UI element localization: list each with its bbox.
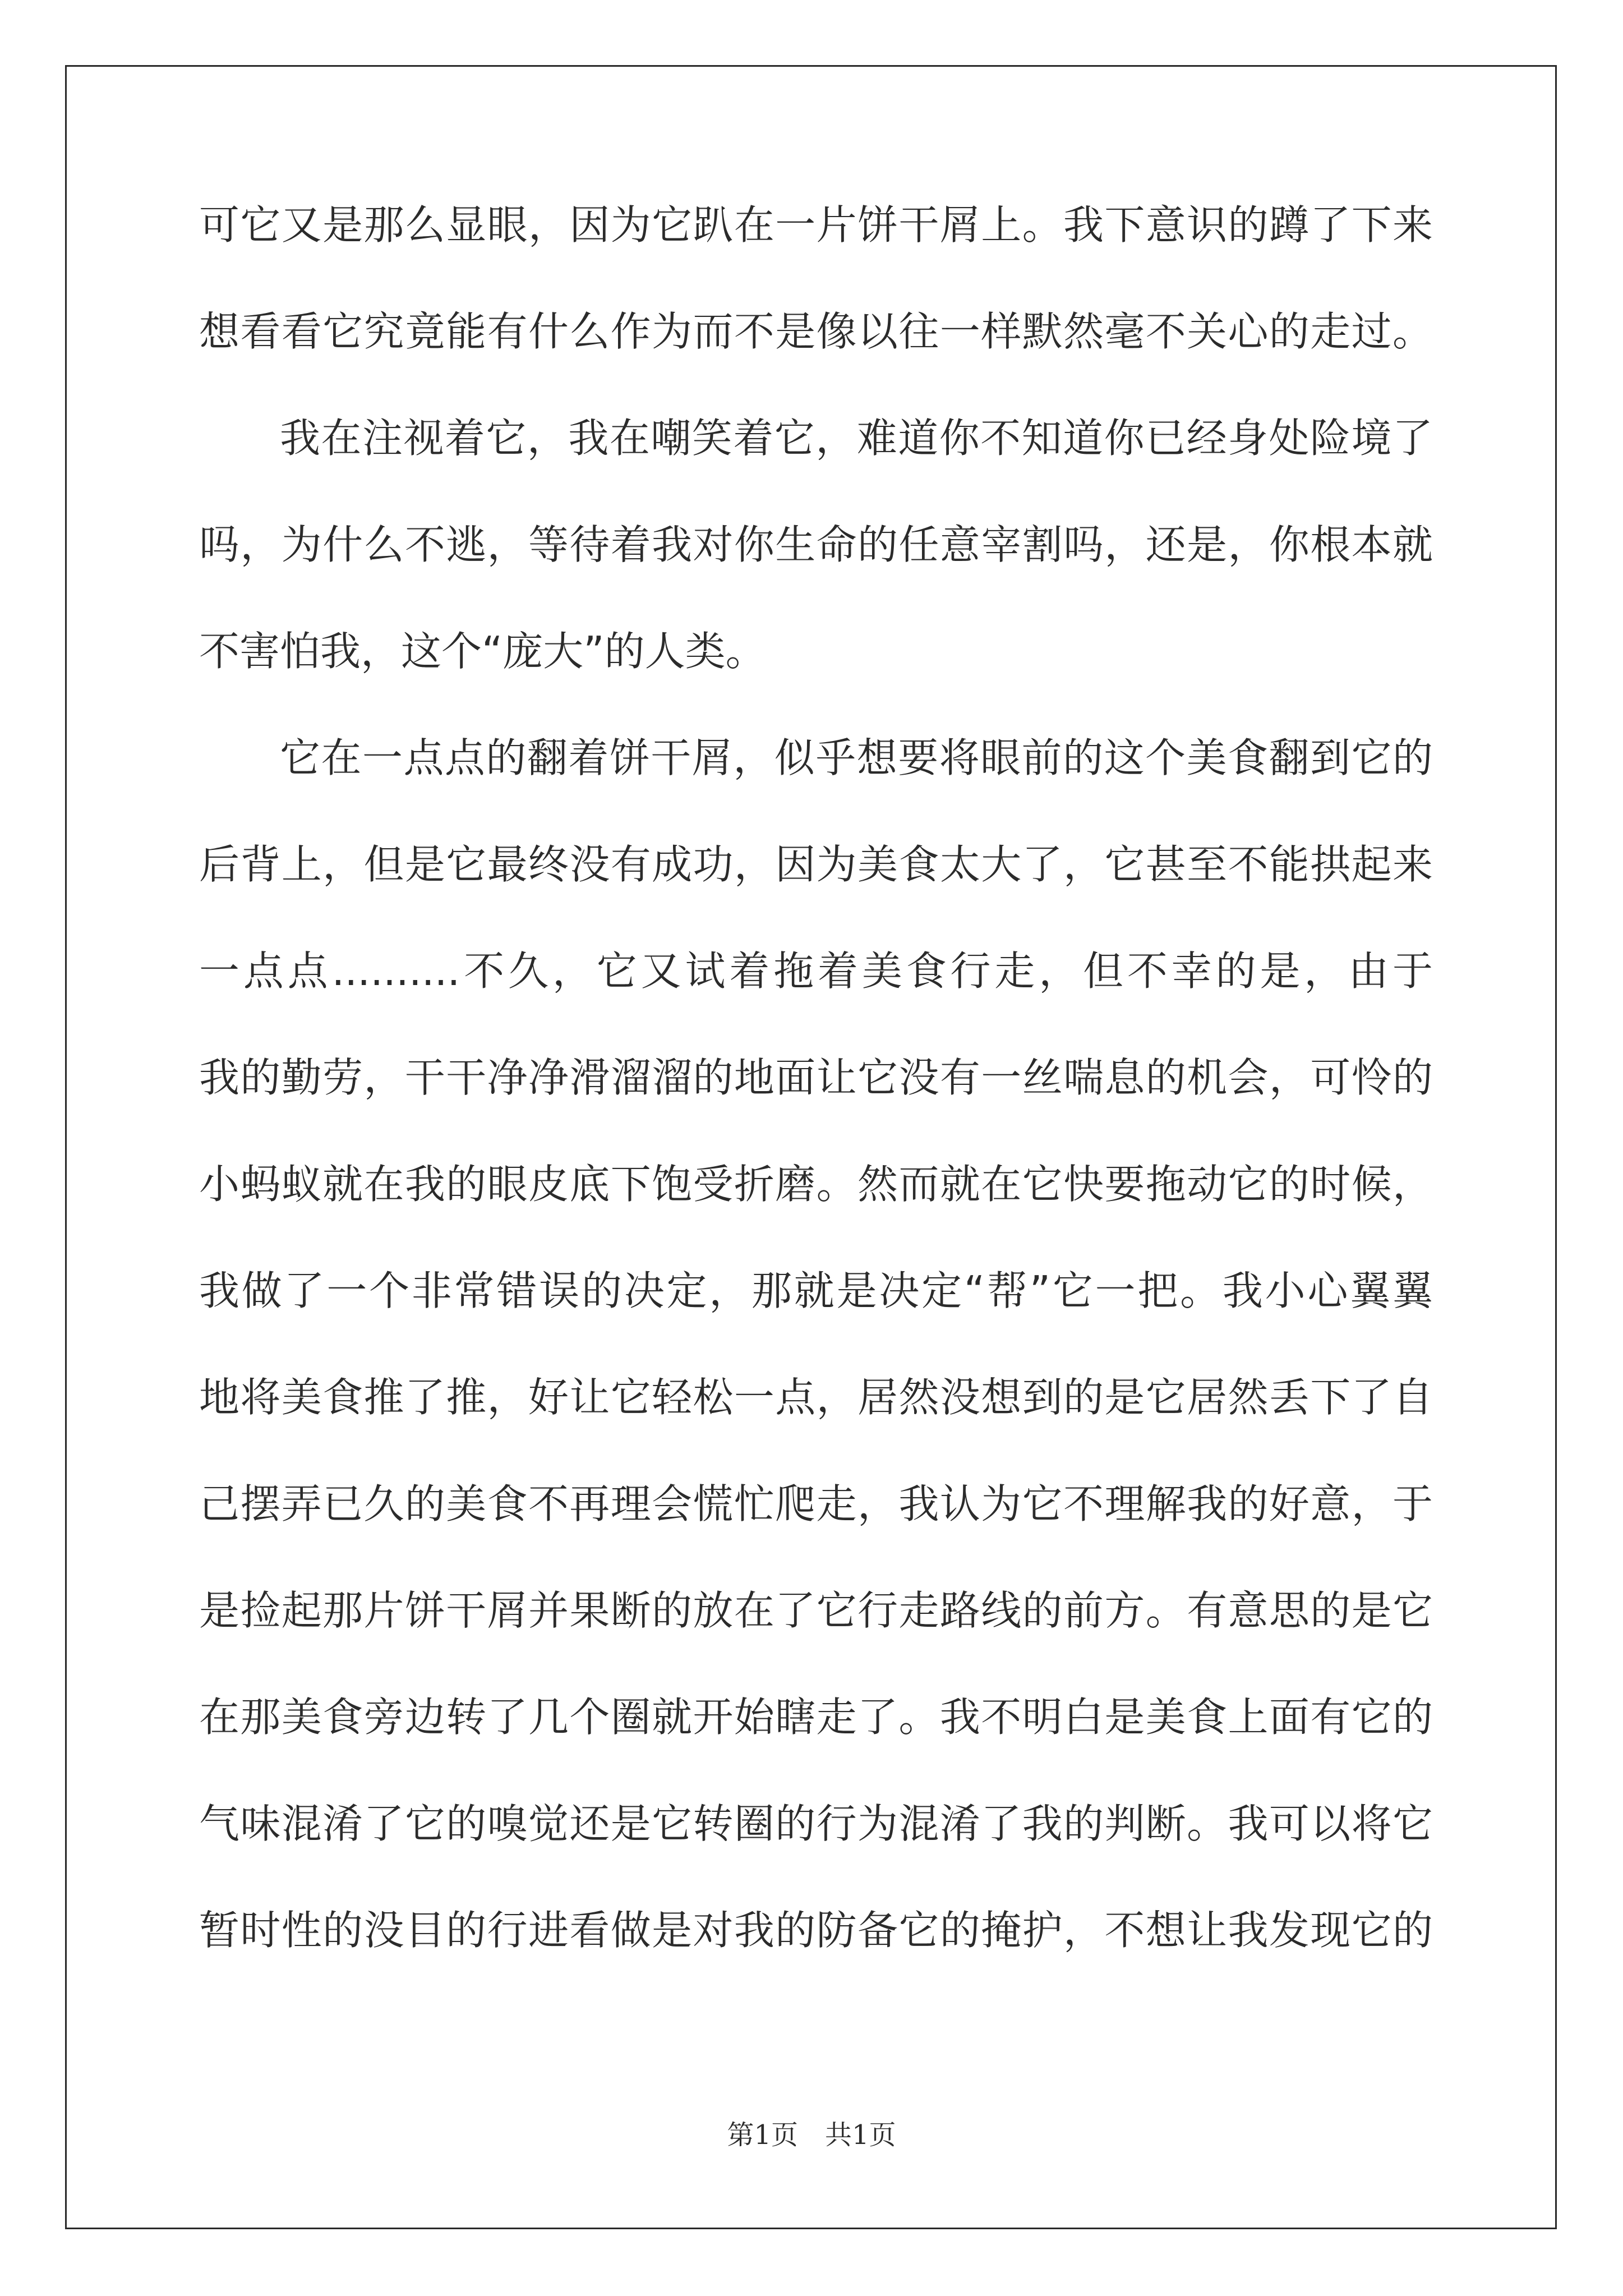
text-line-17: 暂时性的没目的行进看做是对我的防备它的掩护，不想让我发现它的: [199, 1907, 1433, 1954]
text-line-11: 我做了一个非常错误的决定，那就是决定“帮”它一把。我小心翼翼: [199, 1267, 1433, 1314]
text-line-3: 我在注视着它，我在嘲笑着它，难道你不知道你已经身处险境了: [280, 415, 1433, 462]
text-line-9: 我的勤劳，干干净净滑溜溜的地面让它没有一丝喘息的机会，可怜的: [199, 1054, 1433, 1101]
text-line-7: 后背上，但是它最终没有成功，因为美食太大了，它甚至不能拱起来: [199, 841, 1433, 888]
text-line-8: 一点点..........不久，它又试着拖着美食行走，但不幸的是，由于: [199, 947, 1433, 995]
text-line-4: 吗，为什么不逃，等待着我对你生命的任意宰割吗，还是，你根本就: [199, 521, 1433, 568]
text-line-6: 它在一点点的翻着饼干屑，似乎想要将眼前的这个美食翻到它的: [280, 734, 1433, 781]
text-line-15: 在那美食旁边转了几个圈就开始瞎走了。我不明白是美食上面有它的: [199, 1694, 1433, 1741]
text-line-12: 地将美食推了推，好让它轻松一点，居然没想到的是它居然丢下了自: [199, 1374, 1433, 1421]
text-line-1: 可它又是那么显眼，因为它趴在一片饼干屑上。我下意识的蹲了下来: [199, 201, 1433, 249]
page-number-footer: 第1页 共1页: [727, 2119, 896, 2151]
text-line-5: 不害怕我，这个“庞大”的人类。: [199, 628, 766, 675]
text-line-10: 小蚂蚁就在我的眼皮底下饱受折磨。然而就在它快要拖动它的时候，: [199, 1161, 1433, 1208]
document-body: [199, 199, 1433, 2011]
text-line-13: 己摆弄已久的美食不再理会慌忙爬走，我认为它不理解我的好意，于: [199, 1480, 1433, 1527]
text-line-14: 是捡起那片饼干屑并果断的放在了它行走路线的前方。有意思的是它: [199, 1587, 1433, 1634]
text-line-16: 气味混淆了它的嗅觉还是它转圈的行为混淆了我的判断。我可以将它: [199, 1800, 1433, 1847]
text-line-2: 想看看它究竟能有什么作为而不是像以往一样默然毫不关心的走过。: [199, 308, 1433, 355]
